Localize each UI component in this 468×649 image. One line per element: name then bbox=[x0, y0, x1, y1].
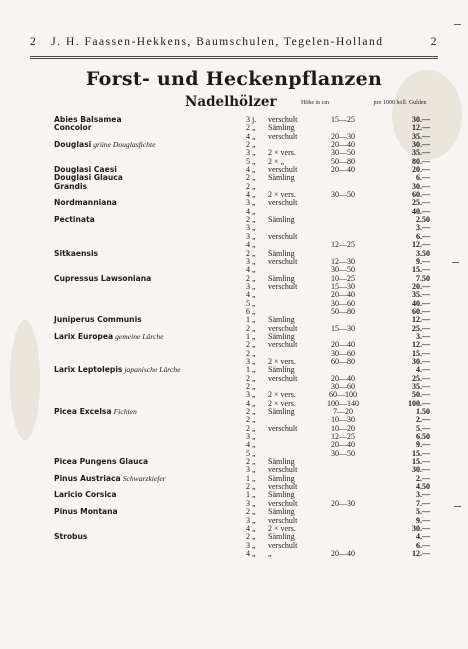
price-cell: 2.— bbox=[416, 473, 430, 483]
height-cell: 7—20 bbox=[333, 407, 353, 417]
height-cell: 10—20 bbox=[331, 423, 355, 433]
detail-cell: 2 × vers. bbox=[268, 523, 296, 533]
price-cell: 1.50 bbox=[416, 407, 430, 417]
height-cell: 100—140 bbox=[327, 398, 359, 408]
price-cell: 6.— bbox=[416, 540, 430, 550]
age-cell: 3 „ bbox=[246, 540, 256, 550]
detail-cell: verschult bbox=[268, 540, 298, 550]
age-cell: 4 „ bbox=[246, 523, 256, 533]
paper-stain bbox=[10, 320, 40, 440]
age-cell: 4 „ bbox=[246, 440, 256, 450]
age-cell: 1 „ bbox=[246, 473, 256, 483]
age-cell: 4 „ bbox=[246, 265, 256, 275]
height-cell: 30—50 bbox=[331, 265, 355, 275]
age-cell: 4 „ bbox=[246, 206, 256, 216]
detail-cell: 2 × vers. bbox=[268, 398, 296, 408]
species-common-name: Fichten bbox=[113, 407, 137, 417]
age-cell: 2 „ bbox=[246, 507, 256, 517]
detail-cell: verschult bbox=[268, 498, 298, 508]
species-name: Douglasi Glauca bbox=[54, 173, 123, 183]
price-cell: 80.— bbox=[412, 156, 430, 166]
price-cell: 30.— bbox=[412, 181, 430, 191]
age-cell: 2 „ bbox=[246, 423, 256, 433]
detail-cell: 2 × vers. bbox=[268, 356, 296, 366]
species-common-name: japanische Lärche bbox=[124, 365, 181, 375]
edge-mark bbox=[454, 506, 461, 507]
price-cell: 50.— bbox=[412, 390, 430, 400]
height-cell: 30—50 bbox=[331, 148, 355, 158]
species-name: Larix Leptolepis bbox=[54, 365, 123, 375]
price-cell: 30.— bbox=[412, 465, 430, 475]
age-cell: 1 „ bbox=[246, 331, 256, 341]
price-cell: 7.50 bbox=[416, 273, 430, 283]
species-common-name: grüne Douglasfichte bbox=[93, 140, 156, 150]
page-title: Forst- und Heckenpflanzen bbox=[85, 68, 383, 90]
detail-cell: verschult bbox=[268, 373, 298, 383]
price-cell: 5.— bbox=[416, 423, 430, 433]
detail-cell: verschult bbox=[268, 115, 298, 124]
price-cell: 35.— bbox=[412, 131, 430, 141]
header-rule bbox=[30, 56, 438, 57]
age-cell: 1 „ bbox=[246, 365, 256, 375]
species-name: Juniperus Communis bbox=[54, 315, 142, 325]
detail-cell: verschult bbox=[268, 281, 298, 291]
species-name: Strobus bbox=[54, 532, 88, 542]
detail-cell: Sämling bbox=[268, 490, 295, 500]
price-cell: 4.— bbox=[416, 365, 430, 375]
age-cell: 3 „ bbox=[246, 281, 256, 291]
price-cell: 35.— bbox=[412, 148, 430, 158]
age-cell: 2 „ bbox=[246, 323, 256, 333]
species-cell bbox=[54, 250, 98, 258]
species-name: Nordmanniana bbox=[54, 198, 117, 208]
species-name: Larix Europea bbox=[54, 331, 114, 341]
detail-cell: verschult bbox=[268, 165, 298, 175]
species-cell bbox=[54, 333, 164, 341]
price-cell: 15.— bbox=[412, 448, 430, 458]
detail-cell: Sämling bbox=[268, 457, 295, 467]
age-cell: 1 „ bbox=[246, 315, 256, 325]
height-cell: 15—25 bbox=[331, 115, 355, 124]
price-cell: 5.— bbox=[416, 507, 430, 517]
age-cell: 4 „ bbox=[246, 398, 256, 408]
price-cell: 3.50 bbox=[416, 248, 430, 258]
detail-cell: verschult bbox=[268, 323, 298, 333]
detail-cell: verschult bbox=[268, 131, 298, 141]
height-cell: 50—80 bbox=[331, 156, 355, 166]
price-cell: 30.— bbox=[412, 523, 430, 533]
price-cell: 12.— bbox=[412, 123, 430, 133]
detail-cell: verschult bbox=[268, 515, 298, 525]
detail-cell: Sämling bbox=[268, 273, 295, 283]
age-cell: 2 „ bbox=[246, 382, 256, 391]
species-name: Picea Excelsa bbox=[54, 407, 112, 417]
detail-cell: Sämling bbox=[268, 123, 295, 133]
species-name: Concolor bbox=[54, 123, 92, 133]
species-name: Pectinata bbox=[54, 215, 95, 225]
height-cell: 20—40 bbox=[331, 165, 355, 175]
species-cell bbox=[54, 475, 166, 483]
price-list bbox=[52, 116, 442, 558]
detail-cell: verschult bbox=[268, 465, 298, 475]
price-cell: 35.— bbox=[412, 382, 430, 391]
age-cell: 2 „ bbox=[246, 273, 256, 283]
species-cell bbox=[54, 491, 117, 499]
height-cell: 20—30 bbox=[331, 131, 355, 141]
age-cell: 3 „ bbox=[246, 465, 256, 475]
detail-cell: Sämling bbox=[268, 507, 295, 517]
price-cell: 15.— bbox=[412, 457, 430, 467]
age-cell: 2 „ bbox=[246, 415, 256, 425]
height-cell: 10—25 bbox=[331, 273, 355, 283]
price-cell: 20.— bbox=[412, 165, 430, 175]
species-name: Laricio Corsica bbox=[54, 490, 117, 500]
price-cell: 3.— bbox=[416, 223, 430, 233]
age-cell: 3 „ bbox=[246, 231, 256, 241]
price-cell: 4.50 bbox=[416, 482, 430, 492]
species-cell bbox=[54, 458, 148, 466]
price-cell: 9.— bbox=[416, 440, 430, 450]
height-cell: 30—60 bbox=[331, 348, 355, 358]
height-cell: 60—80 bbox=[331, 356, 355, 366]
column-header-height: Höhe in cm bbox=[301, 100, 329, 106]
section-title: Nadelhölzer bbox=[185, 94, 277, 110]
price-cell: 25.— bbox=[412, 373, 430, 383]
height-cell: 15—30 bbox=[331, 281, 355, 291]
age-cell: 3 „ bbox=[246, 198, 256, 208]
detail-cell: „ bbox=[268, 548, 272, 558]
height-cell: 10—30 bbox=[331, 415, 355, 425]
price-cell: 30.— bbox=[412, 140, 430, 150]
detail-cell: verschult bbox=[268, 231, 298, 241]
species-cell bbox=[54, 183, 87, 191]
detail-cell: 2 × vers. bbox=[268, 390, 296, 400]
age-cell: 2 „ bbox=[246, 457, 256, 467]
height-cell: 30—50 bbox=[331, 448, 355, 458]
detail-cell: verschult bbox=[268, 423, 298, 433]
detail-cell: verschult bbox=[268, 482, 298, 492]
age-cell: 4 „ bbox=[246, 548, 256, 558]
species-name: Grandis bbox=[54, 181, 88, 191]
detail-cell: verschult bbox=[268, 256, 298, 266]
age-cell: 3 „ bbox=[246, 515, 256, 525]
age-cell: 1 „ bbox=[246, 490, 256, 500]
price-cell: 4.— bbox=[416, 532, 430, 542]
detail-cell: Sämling bbox=[268, 215, 295, 225]
species-cell bbox=[54, 275, 151, 283]
species-name: Cupressus Lawsoniana bbox=[54, 273, 152, 283]
detail-cell: Sämling bbox=[268, 473, 295, 483]
age-cell: 3 „ bbox=[246, 432, 256, 442]
height-cell: 12—30 bbox=[331, 256, 355, 266]
age-cell: 2 „ bbox=[246, 215, 256, 225]
edge-mark bbox=[452, 262, 459, 263]
price-cell: 25.— bbox=[412, 323, 430, 333]
age-cell: 2 „ bbox=[246, 140, 256, 150]
price-cell: 15.— bbox=[412, 348, 430, 358]
height-cell: 20—40 bbox=[331, 340, 355, 350]
age-cell: 6 „ bbox=[246, 306, 256, 316]
species-name: Abies Balsamea bbox=[54, 115, 122, 124]
age-cell: 3 j. bbox=[246, 115, 257, 124]
detail-cell: Sämling bbox=[268, 315, 295, 325]
species-name: Sitkaensis bbox=[54, 248, 99, 258]
age-cell: 4 „ bbox=[246, 190, 256, 200]
species-cell bbox=[54, 199, 117, 207]
price-cell: 12.— bbox=[412, 315, 430, 325]
price-cell: 12.— bbox=[412, 340, 430, 350]
price-cell: 3.— bbox=[416, 490, 430, 500]
species-cell bbox=[54, 366, 180, 374]
height-cell: 20—40 bbox=[331, 548, 355, 558]
page-number-left: 2 bbox=[30, 36, 38, 48]
price-cell: 2.— bbox=[416, 415, 430, 425]
age-cell: 2 „ bbox=[246, 123, 256, 133]
price-cell: 15.— bbox=[412, 265, 430, 275]
species-name: Douglasi bbox=[54, 140, 92, 150]
price-cell: 40.— bbox=[412, 206, 430, 216]
species-cell bbox=[54, 408, 137, 416]
age-cell: 3 „ bbox=[246, 390, 256, 400]
detail-cell: verschult bbox=[268, 198, 298, 208]
price-cell: 3.— bbox=[416, 331, 430, 341]
species-name: Picea Pungens Glauca bbox=[54, 457, 149, 467]
height-cell: 30—60 bbox=[331, 298, 355, 308]
detail-cell: Sämling bbox=[268, 532, 295, 542]
species-name: Pinus Montana bbox=[54, 507, 118, 517]
height-cell: 20—30 bbox=[331, 498, 355, 508]
age-cell: 5 „ bbox=[246, 448, 256, 458]
price-cell: 6.— bbox=[416, 173, 430, 183]
species-common-name: gemeine Lärche bbox=[115, 331, 164, 341]
species-common-name: Schwarzkiefer bbox=[122, 473, 166, 483]
age-cell: 3 „ bbox=[246, 356, 256, 366]
age-cell: 3 „ bbox=[246, 148, 256, 158]
price-cell: 30.— bbox=[412, 356, 430, 366]
price-cell: 12.— bbox=[412, 240, 430, 250]
age-cell: 5 „ bbox=[246, 156, 256, 166]
detail-cell: Sämling bbox=[268, 365, 295, 375]
height-cell: 20—40 bbox=[331, 290, 355, 300]
age-cell: 2 „ bbox=[246, 348, 256, 358]
height-cell: 12—25 bbox=[331, 240, 355, 250]
detail-cell: Sämling bbox=[268, 407, 295, 417]
age-cell: 4 „ bbox=[246, 131, 256, 141]
detail-cell: 2 × „ bbox=[268, 156, 285, 166]
price-cell: 60.— bbox=[412, 306, 430, 316]
height-cell: 30—50 bbox=[331, 190, 355, 200]
species-name: Pinus Austriaca bbox=[54, 473, 121, 483]
price-cell: 30.— bbox=[412, 115, 430, 124]
price-cell: 25.— bbox=[412, 198, 430, 208]
edge-mark bbox=[454, 24, 461, 25]
age-cell: 2 „ bbox=[246, 482, 256, 492]
species-cell bbox=[54, 316, 142, 324]
price-cell: 9.— bbox=[416, 515, 430, 525]
species-cell bbox=[54, 124, 91, 132]
species-cell bbox=[54, 216, 95, 224]
price-cell: 6.— bbox=[416, 231, 430, 241]
column-header-price: pro 1000 holl. Gulden bbox=[373, 100, 427, 106]
price-cell: 60.— bbox=[412, 190, 430, 200]
detail-cell: Sämling bbox=[268, 248, 295, 258]
species-cell bbox=[54, 508, 118, 516]
height-cell: 20—40 bbox=[331, 373, 355, 383]
height-cell: 12—25 bbox=[331, 432, 355, 442]
age-cell: 3 „ bbox=[246, 223, 256, 233]
species-cell bbox=[54, 141, 155, 149]
species-name: Douglasi Caesi bbox=[54, 165, 117, 175]
height-cell: 50—80 bbox=[331, 306, 355, 316]
height-cell: 20—40 bbox=[331, 440, 355, 450]
detail-cell: 2 × vers. bbox=[268, 148, 296, 158]
age-cell: 2 „ bbox=[246, 248, 256, 258]
header-title: J. H. Faassen-Hekkens, Baumschulen, Tegelen-Holland bbox=[51, 36, 384, 48]
detail-cell: Sämling bbox=[268, 331, 295, 341]
table-row bbox=[52, 550, 442, 558]
price-cell: 9.— bbox=[416, 256, 430, 266]
height-cell: 60—100 bbox=[329, 390, 357, 400]
price-cell: 6.50 bbox=[416, 432, 430, 442]
age-cell: 2 „ bbox=[246, 407, 256, 417]
age-cell: 2 „ bbox=[246, 340, 256, 350]
page-header bbox=[30, 36, 438, 48]
age-cell: 2 „ bbox=[246, 181, 256, 191]
height-cell: 15—30 bbox=[331, 323, 355, 333]
age-cell: 5 „ bbox=[246, 298, 256, 308]
species-cell bbox=[54, 533, 87, 541]
age-cell: 2 „ bbox=[246, 173, 256, 183]
height-cell: 30—60 bbox=[331, 382, 355, 391]
price-cell: 100.— bbox=[408, 398, 430, 408]
price-cell: 2.50 bbox=[416, 215, 430, 225]
age-cell: 4 „ bbox=[246, 290, 256, 300]
height-cell: 20—40 bbox=[331, 140, 355, 150]
page-number-right: 2 bbox=[430, 36, 438, 48]
age-cell: 2 „ bbox=[246, 373, 256, 383]
age-cell: 4 „ bbox=[246, 165, 256, 175]
price-cell: 12.— bbox=[412, 548, 430, 558]
price-cell: 40.— bbox=[412, 298, 430, 308]
age-cell: 2 „ bbox=[246, 532, 256, 542]
price-cell: 20.— bbox=[412, 281, 430, 291]
age-cell: 3 „ bbox=[246, 256, 256, 266]
detail-cell: 2 × vers. bbox=[268, 190, 296, 200]
header-rule bbox=[30, 58, 438, 59]
detail-cell: verschult bbox=[268, 340, 298, 350]
price-cell: 7.— bbox=[416, 498, 430, 508]
age-cell: 4 „ bbox=[246, 240, 256, 250]
age-cell: 3 „ bbox=[246, 498, 256, 508]
price-cell: 35.— bbox=[412, 290, 430, 300]
detail-cell: Sämling bbox=[268, 173, 295, 183]
